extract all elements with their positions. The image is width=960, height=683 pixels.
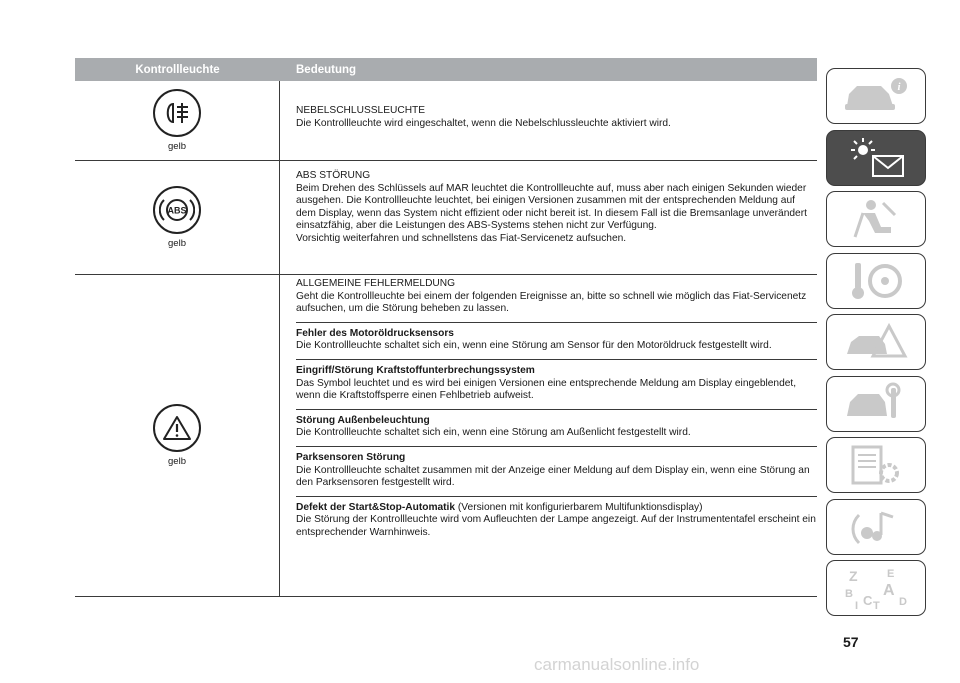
header-col-meaning: Bedeutung [296, 63, 357, 76]
color-label: gelb [168, 141, 186, 152]
row-text: Die Kontrollleuchte wird eingeschaltet, wenn die Nebelschlussleuchte aktiviert wird. [296, 117, 671, 129]
subsection-note: (Versionen mit konfigurierbarem Multifunktionsdisplay) [457, 501, 703, 513]
tab-safety[interactable] [826, 191, 926, 247]
meaning-cell [280, 161, 817, 274]
warning-lights-table [75, 58, 817, 597]
index-letter: A [883, 582, 895, 599]
car-wrench-icon [841, 382, 911, 426]
color-label: gelb [168, 456, 186, 467]
index-letter: B [845, 588, 853, 600]
row-text-2: Vorsichtig weiterfahren und schnellstens das Fiat-Servicenetz aufsuchen. [296, 232, 627, 244]
subsection-text: Die Störung der Kontrollleuchte wird vom Aufleuchten der Lampe angezeigt. Auf der Instrumententafel erscheint ein entsprechender Warnhinweis. [296, 514, 816, 538]
tab-emergency[interactable] [826, 314, 926, 370]
meaning-cell [280, 275, 817, 596]
color-label: gelb [168, 238, 186, 249]
specs-gear-icon [841, 443, 911, 487]
fog-light-icon [153, 89, 201, 137]
icon-cell [75, 275, 280, 596]
index-letter: C [863, 593, 873, 608]
index-letter: I [855, 600, 859, 611]
subsection-heading: Fehler des Motoröldrucksensors [296, 327, 454, 339]
fault-subsection [296, 410, 817, 447]
subsection-text: Die Kontrollleuchte schaltet sich ein, wenn eine Störung am Sensor für den Motoröldruck festgestellt wird. [296, 340, 772, 352]
table-row [75, 81, 817, 161]
svg-text:i: i [897, 81, 901, 93]
accident-triangle-icon [841, 320, 911, 364]
subsection-heading: Störung Außenbeleuchtung [296, 414, 430, 426]
abs-icon [153, 186, 201, 234]
row-title: ABS STÖRUNG [296, 170, 371, 181]
watermark: carmanualsonline.info [534, 655, 700, 674]
icon-cell [75, 81, 280, 160]
subsection-heading: Eingriff/Störung Kraftstoffunterbrechungssystem [296, 364, 535, 376]
tab-warning-lights[interactable] [826, 130, 926, 186]
warning-triangle-icon [153, 404, 201, 452]
index-letter: Z [849, 568, 858, 584]
tab-index[interactable] [826, 560, 926, 616]
header-col-warning-light: Kontrollleuchte [135, 63, 220, 76]
subsection-heading: Parksensoren Störung [296, 451, 406, 463]
car-info-icon [841, 76, 911, 116]
meaning-cell [280, 81, 817, 160]
tab-maintenance[interactable] [826, 376, 926, 432]
table-header [75, 58, 817, 81]
fault-subsection [296, 447, 817, 497]
row-text: Geht die Kontrollleuchte bei einem der folgenden Ereignisse an, bitte so schnell wie möglich das Fiat-Servicenetz aufsuchen, um die Störung beheben zu lassen. [296, 290, 807, 315]
tab-multimedia[interactable] [826, 499, 926, 555]
general-fault-intro [296, 275, 817, 323]
index-letter: T [873, 600, 880, 611]
tab-car-info[interactable] [826, 68, 926, 124]
tab-starting-driving[interactable] [826, 253, 926, 309]
subsection-text: Die Kontrollleuchte schaltet sich ein, wenn eine Störung am Außenlicht festgestellt wird. [296, 427, 691, 439]
table-row [75, 161, 817, 275]
index-letter: E [887, 568, 895, 580]
table-row [75, 275, 817, 597]
chapter-tabs [826, 68, 932, 622]
page-number: 57 [843, 634, 859, 650]
subsection-heading [296, 502, 817, 515]
fault-subsection [296, 323, 817, 360]
subsection-text: Die Kontrollleuchte schaltet zusammen mit der Anzeige einer Meldung auf dem Display ein, wenn eine Störung an den Parksensoren festgestellt wird. [296, 464, 810, 489]
index-letters-icon [841, 565, 911, 611]
abs-icon-label: ABS [167, 205, 187, 216]
warning-light-message-icon [841, 136, 911, 180]
index-letter: D [899, 596, 907, 608]
subsection-heading-text: Defekt der Start&Stop-Automatik [296, 501, 456, 513]
tab-technical-data[interactable] [826, 437, 926, 493]
subsection-text: Das Symbol leuchtet und es wird bei einigen Versionen eine entsprechende Meldung am Display eingeblendet, wenn die Kraftstoffsperre einen Fehlbetrieb aufweist. [296, 377, 797, 402]
multimedia-note-icon [841, 505, 911, 549]
fault-subsection [296, 360, 817, 410]
airbag-seat-icon [841, 197, 911, 241]
row-title: NEBELSCHLUSSLEUCHTE [296, 105, 426, 116]
row-text: Beim Drehen des Schlüssels auf MAR leuchtet die Kontrollleuchte auf, muss aber nach einigen Sekunden wieder ausgehen. Die Kontrollleuchte leuchtet, bei einigen Versionen zusammen mit der entsprechenden Meldung auf dem Display, wenn das System nicht effizient oder nicht bereit ist. In diesem Fall ist die Bremsanlage unverändert einsatzfähig, aber die Leistungen des ABS-Systems stehen nicht zur Verfügung. [296, 182, 807, 232]
fault-subsection [296, 497, 817, 546]
key-steering-wheel-icon [841, 259, 911, 303]
row-title: ALLGEMEINE FEHLERMELDUNG [296, 278, 456, 289]
icon-cell [75, 161, 280, 274]
